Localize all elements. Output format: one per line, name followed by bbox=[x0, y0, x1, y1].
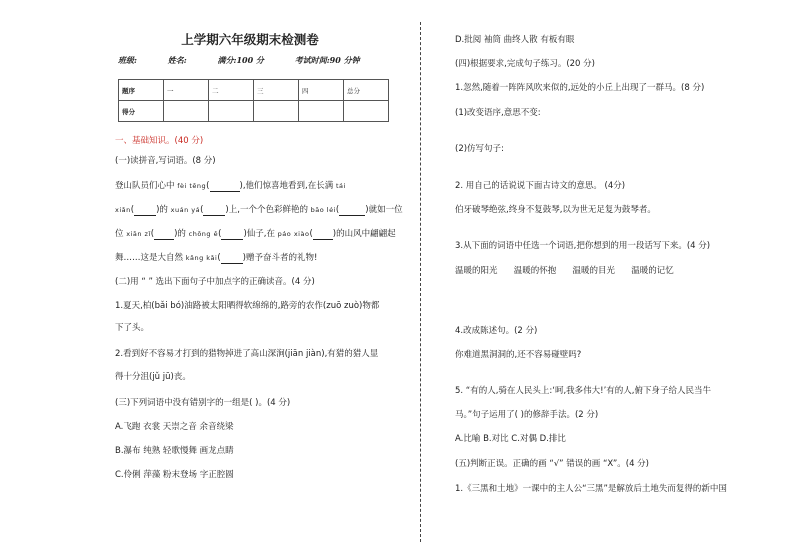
question-text: (2)仿写句子: bbox=[455, 144, 504, 154]
score-cell: 得分 bbox=[119, 101, 164, 122]
option-a: A.飞跑 衣裳 天崇之音 余音绕梁 bbox=[115, 422, 234, 432]
answer-blank[interactable] bbox=[154, 230, 174, 240]
question-title: (二)用 “ ” 选出下面句子中加点字的正确读音。(4 分) bbox=[115, 277, 315, 287]
section-heading: 一、基础知识。(40 分) bbox=[115, 136, 204, 146]
score-cell: 一 bbox=[164, 80, 209, 101]
score-input-cell[interactable] bbox=[209, 101, 254, 122]
question-text: 1.忽然,随着一阵阵风吹来似的,远处的小丘上出现了一群马。(8 分) bbox=[455, 83, 705, 93]
word-option: 温暖的记忆 bbox=[631, 266, 674, 276]
score-table-score-row bbox=[119, 101, 389, 122]
answer-blank[interactable] bbox=[221, 254, 243, 264]
question-text: 2.看到好不容易才打到的猎物掉进了高山深涧(jiān jiàn),有猎的猎人显 bbox=[115, 349, 379, 359]
exam-title: 上学期六年级期末检测卷 bbox=[181, 32, 319, 47]
question-text: 伯牙破琴绝弦,终身不复鼓琴,以为世无足复为鼓琴者。 bbox=[455, 205, 656, 215]
answer-blank[interactable] bbox=[339, 206, 365, 216]
question-text: 得十分沮(jǔ jū)丧。 bbox=[115, 372, 191, 382]
word-option: 温暖的怀抱 bbox=[513, 266, 557, 276]
score-input-cell[interactable] bbox=[299, 101, 344, 122]
question-title: (四)根据要求,完成句子练习。(20 分) bbox=[455, 59, 595, 69]
question-text: (1)改变语序,意思不变: bbox=[455, 108, 541, 118]
pinyin-line-3: 位 xiān zǐ( )的 chōng ě( )仙子,在 páo xiào( )的山风中翩翩起 bbox=[115, 229, 396, 239]
word-option: 温暖的阳光 bbox=[455, 266, 498, 276]
score-cell: 四 bbox=[299, 80, 344, 101]
question-text: 下了头。 bbox=[115, 323, 150, 333]
score-input-cell[interactable] bbox=[344, 101, 389, 122]
score-table-header-row bbox=[119, 80, 389, 101]
option-c: C.伶俐 萍藻 粉末登场 字正腔圆 bbox=[115, 470, 234, 480]
question-text: 1.《三黑和土地》一课中的主人公“三黑”是解放后土地失而复得的新中国 bbox=[455, 484, 727, 494]
score-input-cell[interactable] bbox=[164, 101, 209, 122]
score-cell: 总分 bbox=[344, 80, 389, 101]
name-label: 姓名: bbox=[167, 55, 187, 65]
question-text: 1.夏天,柏(bǎi bó)油路被太阳晒得软绵绵的,路旁的农作(zuō zuò)物都 bbox=[115, 301, 380, 311]
question-text: 你难道黑洞洞的,还不容易碰壁吗? bbox=[455, 350, 582, 360]
student-info-line bbox=[118, 55, 388, 66]
pinyin-line-2: xiǎn( )的 xuán yá( )上,一个个色彩鲜艳的 bāo léi( )就如一位 bbox=[115, 205, 403, 215]
answer-blank[interactable] bbox=[210, 182, 240, 192]
score-cell: 题序 bbox=[119, 80, 164, 101]
question-text: 3.从下面的词语中任选一个词语,把你想到的用一段话写下来。(4 分) bbox=[455, 241, 711, 251]
answer-blank[interactable] bbox=[313, 230, 333, 240]
column-divider bbox=[420, 22, 421, 542]
pinyin-line-4: 舞……这是大自然 kǎng kǎi( )赠予奋斗者的礼物! bbox=[115, 253, 318, 263]
score-cell: 二 bbox=[209, 80, 254, 101]
answer-blank[interactable] bbox=[134, 206, 156, 216]
question-title: (三)下列词语中没有错别字的一组是( )。(4 分) bbox=[115, 398, 291, 408]
question-text: 2. 用自己的话说说下面古诗文的意思。 (4分) bbox=[455, 181, 626, 191]
answer-blank[interactable] bbox=[221, 230, 243, 240]
exam-time: 考试时间:90 分钟 bbox=[294, 55, 360, 65]
full-score: 满分:100 分 bbox=[217, 55, 264, 65]
question-text: 5. “有的人,骑在人民头上:‘呵,我多伟大!’有的人,俯下身子给人民当牛 bbox=[455, 386, 711, 396]
question-title: (一)读拼音,写词语。(8 分) bbox=[115, 156, 216, 166]
score-input-cell[interactable] bbox=[254, 101, 299, 122]
word-options bbox=[455, 265, 674, 277]
options-row: A.比喻 B.对比 C.对偶 D.排比 bbox=[455, 434, 566, 444]
answer-blank[interactable] bbox=[203, 206, 225, 216]
option-d: D.批阅 袖筒 曲终人散 有板有眼 bbox=[455, 35, 575, 45]
word-option: 温暖的目光 bbox=[572, 266, 615, 276]
option-b: B.瀑布 纯熟 轻歌慢舞 画龙点睛 bbox=[115, 446, 234, 456]
score-cell: 三 bbox=[254, 80, 299, 101]
question-text: 马。”句子运用了( )的修辞手法。(2 分) bbox=[455, 410, 599, 420]
question-title: (五)判断正误。正确的画 “√” 错误的画 “X”。(4 分) bbox=[455, 459, 649, 469]
score-table bbox=[118, 79, 389, 122]
class-label: 班级: bbox=[118, 55, 137, 65]
question-text: 4.改成陈述句。(2 分) bbox=[455, 326, 538, 336]
pinyin-line-1: 登山队员们心中 fèi tēng( ),他们惊喜地看到,在长满 tái bbox=[115, 181, 346, 191]
